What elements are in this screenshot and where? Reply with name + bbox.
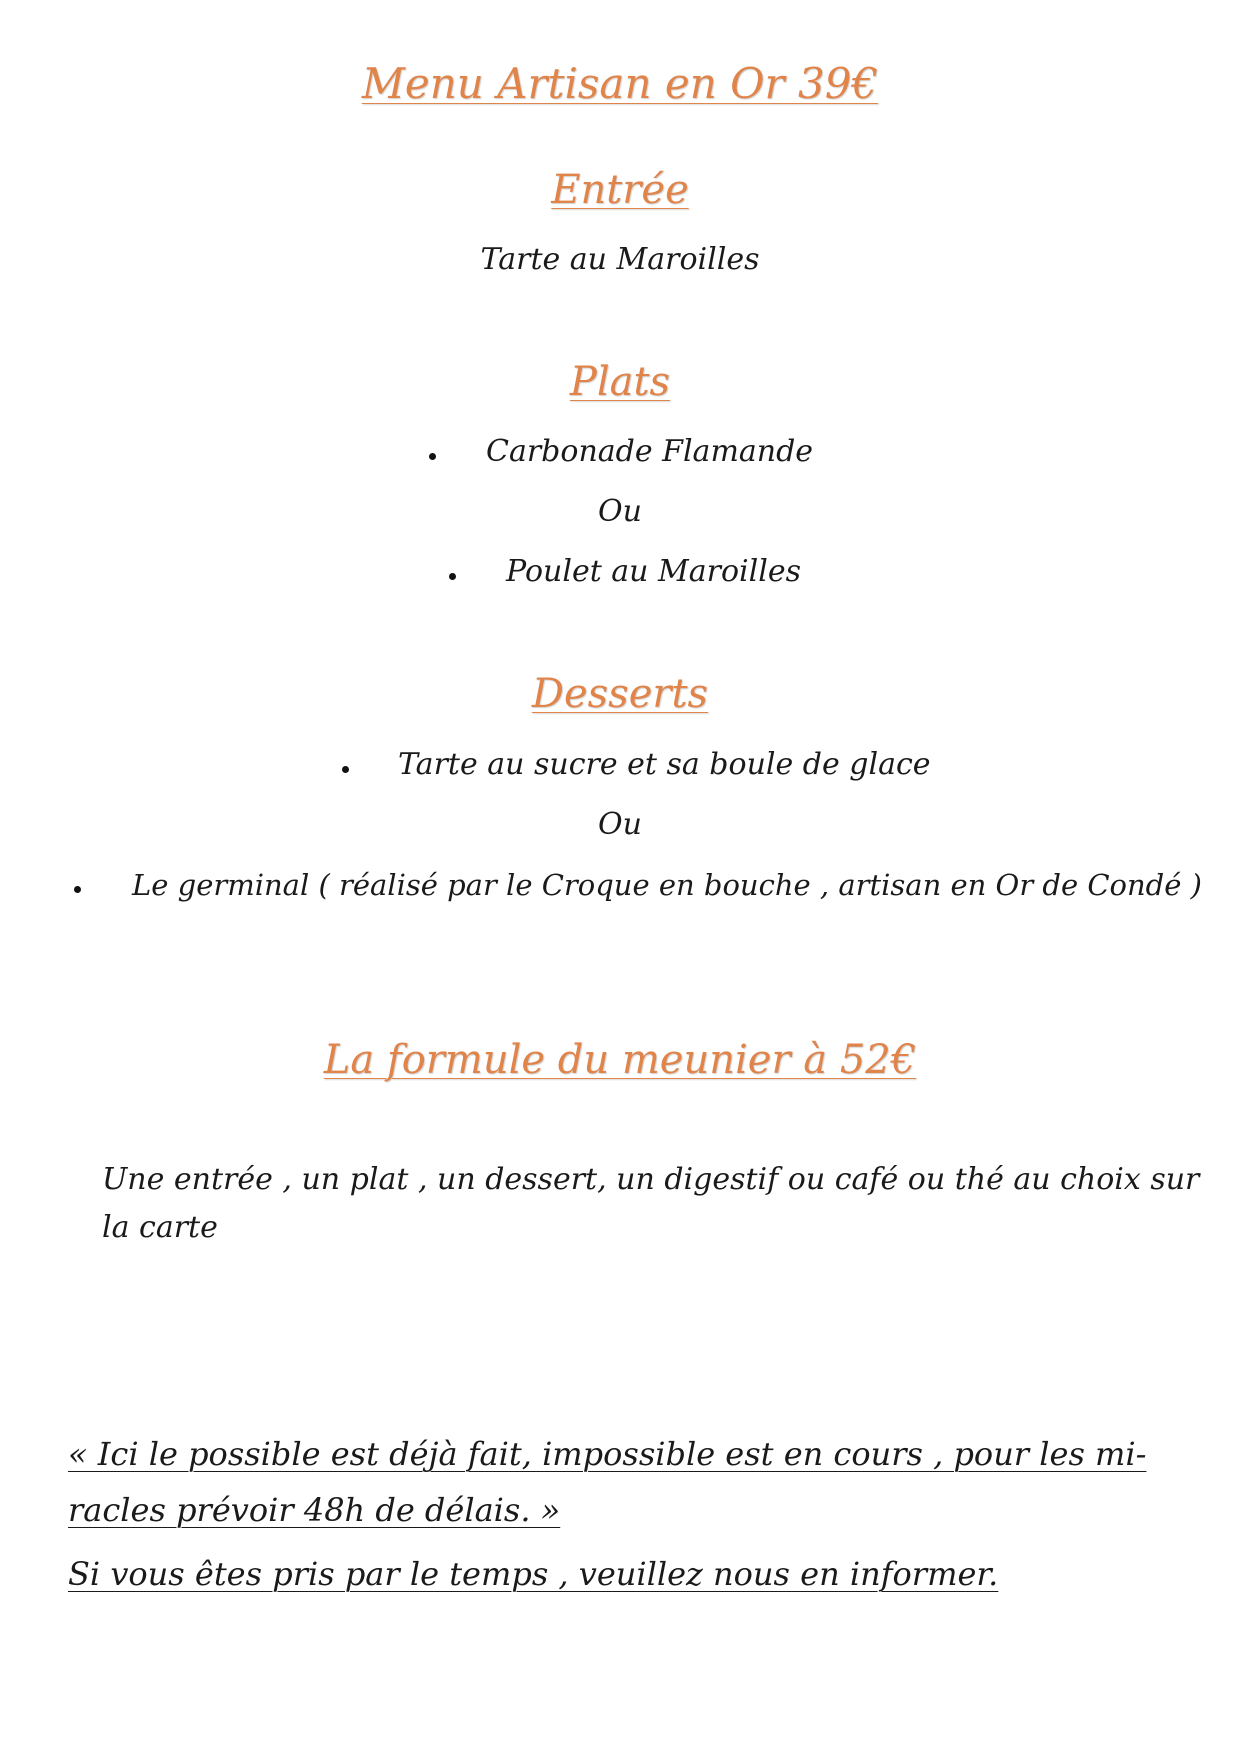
entree-heading: Entrée bbox=[551, 167, 689, 213]
menu-title: Menu Artisan en Or 39€ bbox=[361, 59, 879, 108]
bullet-icon bbox=[342, 766, 349, 773]
quote-line-1: « Ici le possible est déjà fait, impossible est en cours , pour les mi- bbox=[68, 1435, 1147, 1473]
plats-heading: Plats bbox=[569, 359, 671, 405]
dessert-item-1: Tarte au sucre et sa boule de glace bbox=[398, 747, 931, 782]
bullet-icon bbox=[429, 453, 436, 460]
formule-description-line2: la carte bbox=[102, 1210, 218, 1245]
plats-or: Ou bbox=[598, 494, 642, 529]
formule-title: La formule du meunier à 52€ bbox=[323, 1037, 917, 1083]
bullet-icon bbox=[74, 886, 81, 893]
desserts-heading: Desserts bbox=[531, 671, 709, 717]
formule-description-line1: Une entrée , un plat , un dessert, un digestif ou café ou thé au choix sur bbox=[102, 1162, 1200, 1197]
plat-item-2: Poulet au Maroilles bbox=[506, 554, 801, 589]
entree-item: Tarte au Maroilles bbox=[480, 242, 760, 277]
desserts-or: Ou bbox=[598, 807, 642, 842]
quote-line-2: racles prévoir 48h de délais. » bbox=[68, 1491, 561, 1529]
bullet-icon bbox=[449, 573, 456, 580]
dessert-item-2: Le germinal ( réalisé par le Croque en bouche , artisan en Or de Condé ) bbox=[132, 868, 1202, 902]
plat-item-1: Carbonade Flamande bbox=[486, 434, 814, 469]
time-notice: Si vous êtes pris par le temps , veuillez nous en informer. bbox=[68, 1555, 999, 1593]
